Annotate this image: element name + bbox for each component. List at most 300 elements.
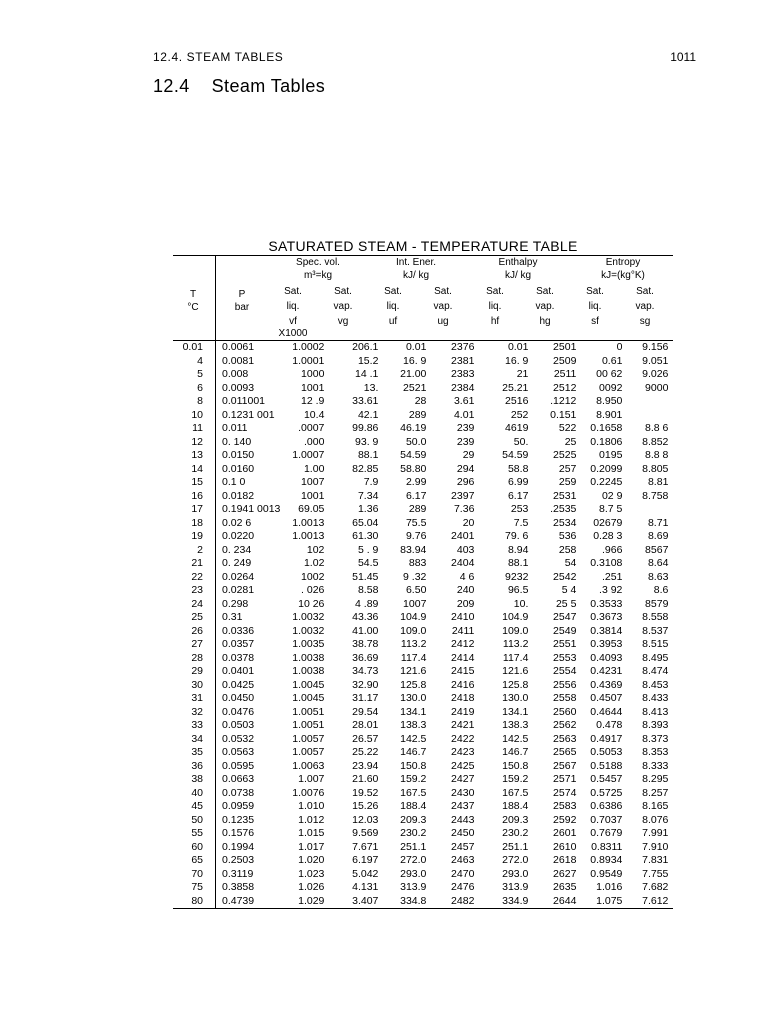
cell-hg: 2547 (553, 611, 577, 623)
cell-hf: 253 (510, 503, 529, 515)
cell-ug: 239 (456, 422, 475, 434)
cell-hf: 125.8 (502, 678, 529, 691)
cell-vf: 1007 (301, 476, 325, 488)
cell-vf: 1.02 (303, 557, 325, 569)
cell-ug: 2416 (451, 678, 475, 691)
cell-uf: 50.0 (405, 435, 427, 448)
cell-sf: 8.901 (596, 408, 623, 421)
cell-sf: .251 (601, 570, 623, 583)
header-hg: hg (539, 316, 551, 327)
table-row (173, 787, 668, 801)
cell-temperature: 65 (191, 854, 203, 866)
table-row (173, 854, 668, 868)
cell-vf: 1.026 (298, 881, 325, 893)
cell-vf: .0007 (298, 422, 325, 434)
cell-uf: 150.8 (400, 759, 427, 772)
column-divider (203, 503, 216, 517)
cell-vg: 61.30 (352, 530, 379, 542)
cell-pressure: 0.4739 (222, 894, 255, 907)
cell-vf: 1.012 (298, 813, 325, 826)
cell-hg: 2531 (553, 489, 577, 502)
table-row (173, 368, 668, 382)
cell-hf: 6.17 (507, 489, 529, 502)
cell-hg: 258 (558, 543, 577, 556)
cell-temperature: 17 (191, 503, 203, 515)
cell-pressure: 0.1231 001 (222, 408, 275, 421)
cell-temperature: 24 (191, 597, 203, 610)
column-divider (203, 854, 216, 868)
cell-vg: 88.1 (357, 449, 379, 461)
cell-pressure: 0.008 (222, 368, 249, 380)
cell-vg: 19.52 (352, 786, 379, 799)
cell-ug: 240 (456, 584, 475, 596)
table-row (173, 679, 668, 693)
cell-hg: 0.151 (550, 408, 577, 421)
cell-vg: 43.36 (352, 611, 379, 623)
cell-vg: 13. (363, 381, 379, 394)
cell-uf: 0.01 (405, 341, 427, 353)
cell-hg: 5 4 (561, 584, 577, 596)
cell-sf: 1.075 (596, 894, 623, 907)
cell-sg: 8.63 (647, 570, 669, 583)
header-vg-sat: Sat. (334, 286, 352, 297)
cell-hg: 2583 (553, 800, 577, 812)
cell-pressure: 0.0595 (222, 759, 255, 772)
column-divider (203, 679, 216, 693)
section-title (153, 76, 325, 97)
cell-hg: 2556 (553, 678, 577, 691)
cell-ug: 2414 (451, 651, 475, 664)
cell-uf: 109.0 (400, 624, 427, 637)
cell-hg: 2554 (553, 665, 577, 677)
header-p-unit: bar (234, 302, 250, 313)
cell-temperature: 8 (197, 395, 203, 407)
table-row (173, 463, 668, 477)
cell-ug: 4 6 (459, 570, 475, 583)
cell-vg: 82.85 (352, 462, 379, 475)
cell-vf: 1001 (301, 489, 325, 502)
header-sg-sat: Sat. (636, 286, 654, 297)
cell-hf: 167.5 (502, 786, 529, 799)
cell-vf: 1.015 (298, 827, 325, 839)
cell-ug: 29 (462, 449, 475, 461)
cell-sg: 8.353 (642, 746, 669, 758)
cell-sf: 0.2099 (590, 462, 623, 475)
cell-ug: 2381 (451, 354, 475, 367)
cell-pressure: 0.0401 (222, 665, 255, 677)
cell-temperature: 5 (197, 368, 203, 380)
cell-ug: 2450 (451, 827, 475, 839)
cell-ug: 239 (456, 435, 475, 448)
column-divider (203, 800, 216, 814)
cell-sf: 0.9549 (590, 867, 623, 880)
cell-ug: 2470 (451, 867, 475, 880)
header-spec-vol-unit: m³=kg (303, 270, 333, 281)
cell-uf: 130.0 (400, 692, 427, 704)
table-row (173, 544, 668, 558)
cell-sg: 8.413 (642, 705, 669, 718)
cell-temperature: 0.01 (182, 341, 203, 353)
cell-sf: 0.4644 (590, 705, 623, 718)
header-spec-vol: Spec. vol. (296, 257, 340, 268)
cell-sg: 8.805 (642, 462, 669, 475)
cell-vf: 1.0038 (292, 665, 325, 677)
header-hg-sat: Sat. (536, 286, 554, 297)
section-number: 12.4 (153, 76, 190, 96)
cell-hg: 2553 (553, 651, 577, 664)
cell-temperature: 38 (191, 773, 203, 785)
cell-pressure: 0.0476 (222, 705, 255, 718)
column-divider (203, 611, 216, 625)
cell-temperature: 34 (191, 732, 203, 745)
header-entropy-unit: kJ=(kg°K) (601, 270, 645, 281)
cell-pressure: 0.298 (222, 597, 249, 610)
cell-temperature: 50 (191, 813, 203, 826)
cell-hg: 2501 (553, 341, 577, 353)
header-hf: hf (490, 316, 500, 327)
cell-hf: 16. 9 (505, 354, 529, 367)
cell-ug: 2457 (451, 840, 475, 853)
section-title-text: Steam Tables (211, 76, 326, 96)
cell-uf: 1007 (403, 597, 427, 610)
table-header (173, 256, 673, 340)
cell-vg: 1.36 (357, 503, 379, 515)
cell-vg: 3.407 (352, 894, 379, 907)
cell-uf: 334.8 (400, 894, 427, 907)
column-divider (203, 449, 216, 463)
cell-pressure: 0.0336 (222, 624, 255, 637)
header-sg-vap: vap. (635, 301, 655, 312)
cell-hg: .1212 (550, 395, 577, 407)
cell-vg: 41.00 (352, 624, 379, 637)
cell-uf: 28 (414, 395, 427, 407)
table-title: SATURATED STEAM - TEMPERATURE TABLE (268, 238, 578, 254)
table-row (173, 395, 668, 409)
cell-sf: 0195 (599, 449, 623, 461)
steam-table (173, 237, 673, 909)
cell-vf: 1.010 (298, 800, 325, 812)
cell-vf: 10.4 (303, 408, 325, 421)
cell-sf: 0.4369 (590, 678, 623, 691)
cell-ug: 2427 (451, 773, 475, 785)
table-row (173, 517, 668, 531)
cell-sf: 0.2245 (590, 476, 623, 488)
cell-sg: 8.495 (642, 651, 669, 664)
cell-vf: 1.023 (298, 867, 325, 880)
cell-ug: 2476 (451, 881, 475, 893)
cell-vg: 206.1 (352, 341, 379, 353)
cell-sf: 0.1806 (590, 435, 623, 448)
cell-uf: 2.99 (405, 476, 427, 488)
cell-uf: 293.0 (400, 867, 427, 880)
cell-hg: 2551 (553, 638, 577, 650)
cell-uf: 138.3 (400, 719, 427, 731)
cell-uf: 9.76 (405, 530, 427, 542)
cell-hf: 50. (513, 435, 529, 448)
cell-ug: 2384 (451, 381, 475, 394)
cell-hf: 109.0 (502, 624, 529, 637)
column-divider (203, 814, 216, 828)
cell-vg: 65.04 (352, 516, 379, 529)
cell-uf: 230.2 (400, 827, 427, 839)
cell-pressure: 0.0503 (222, 719, 255, 731)
cell-hg: 2560 (553, 705, 577, 718)
cell-uf: 188.4 (400, 800, 427, 812)
cell-ug: 2411 (451, 624, 475, 637)
cell-uf: 167.5 (400, 786, 427, 799)
cell-pressure: 0.02 6 (222, 516, 252, 529)
cell-hg: 2542 (553, 570, 577, 583)
cell-pressure: 0.0959 (222, 800, 255, 812)
cell-hg: 522 (558, 422, 577, 434)
header-sf-liq: liq. (588, 301, 602, 312)
cell-uf: 313.9 (400, 881, 427, 893)
column-divider (203, 760, 216, 774)
header-hg-vap: vap. (535, 301, 555, 312)
cell-vf: 1.0038 (292, 651, 325, 664)
cell-sg: 8.81 (647, 476, 669, 488)
cell-pressure: 0.3858 (222, 881, 255, 893)
cell-vf: 1.0057 (292, 732, 325, 745)
cell-vf: 1.0045 (292, 692, 325, 704)
column-divider (203, 692, 216, 706)
cell-hg: 2592 (553, 813, 577, 826)
table-row (173, 895, 668, 909)
cell-sf: 0.3108 (590, 557, 623, 569)
cell-sf: 0.5457 (590, 773, 623, 785)
cell-vf: 1.00 (303, 462, 325, 475)
cell-sf: .3 92 (599, 584, 623, 596)
cell-vg: 54.5 (357, 557, 379, 569)
cell-temperature: 11 (192, 422, 203, 434)
cell-uf: 289 (408, 408, 427, 421)
cell-pressure: 0.0563 (222, 746, 255, 758)
cell-hf: 8.94 (507, 543, 529, 556)
cell-pressure: 0.011 (222, 422, 248, 434)
cell-sf: 1.016 (596, 881, 623, 893)
cell-vf: 1002 (301, 570, 325, 583)
cell-hf: 117.4 (502, 651, 529, 664)
cell-hf: 25.21 (502, 381, 529, 394)
cell-uf: 113.2 (400, 638, 427, 650)
cell-sg: 8.537 (642, 624, 669, 637)
cell-sg: 7.755 (642, 867, 669, 880)
cell-sf: 0092 (599, 381, 623, 394)
cell-ug: 296 (456, 476, 475, 488)
cell-sg (622, 395, 668, 409)
header-t: T (189, 289, 197, 300)
column-divider (203, 422, 216, 436)
cell-vg: 8.58 (357, 584, 379, 596)
header-entropy: Entropy (605, 257, 641, 268)
cell-ug: 4.01 (453, 408, 475, 421)
cell-hg: 2512 (553, 381, 577, 394)
column-divider (203, 341, 216, 355)
cell-sf: 8.950 (596, 395, 623, 407)
cell-pressure: 0.1941 0013 (222, 503, 281, 515)
cell-vf: 1.0057 (292, 746, 325, 758)
cell-pressure: 0.0450 (222, 692, 255, 704)
column-divider (203, 517, 216, 531)
cell-hg: 536 (558, 530, 577, 542)
cell-sg: 8579 (645, 597, 669, 610)
cell-ug: 2401 (451, 530, 475, 542)
table-row (173, 706, 668, 720)
cell-sf: 00 62 (596, 368, 623, 380)
cell-uf: 209.3 (400, 813, 427, 826)
cell-vg: 14 .1 (355, 368, 379, 380)
cell-hf: 88.1 (507, 557, 529, 569)
cell-uf: 46.19 (400, 422, 427, 434)
cell-pressure: 0.0425 (222, 678, 255, 691)
table-row (173, 665, 668, 679)
cell-sf: 0.4231 (590, 665, 623, 677)
table-row (173, 841, 668, 855)
cell-temperature: 29 (191, 665, 203, 677)
cell-sf: 0.28 3 (593, 530, 623, 542)
cell-vg: 4 .89 (355, 597, 379, 610)
cell-ug: 2376 (451, 341, 475, 353)
cell-vf: 1.0032 (292, 611, 325, 623)
table-bottom-rule (173, 908, 673, 909)
cell-hg: 2618 (553, 854, 577, 866)
cell-vf: 1.0007 (292, 449, 325, 461)
cell-temperature: 16 (191, 489, 203, 502)
cell-uf: 117.4 (400, 651, 427, 664)
cell-hg: 25 5 (555, 597, 577, 610)
cell-sg: 8.257 (642, 786, 669, 799)
table-row (173, 868, 668, 882)
cell-pressure: 0.011001 (222, 395, 266, 407)
cell-sf: 0.8311 (591, 840, 623, 853)
cell-hf: 54.59 (502, 449, 529, 461)
header-vf: vf (289, 316, 297, 327)
column-divider (203, 827, 216, 841)
cell-vg: 93. 9 (355, 435, 379, 448)
cell-sg: 7.910 (642, 840, 669, 853)
table-row (173, 557, 668, 571)
header-sf-sat: Sat. (586, 286, 604, 297)
cell-hg: 25 (564, 435, 577, 448)
column-divider (203, 733, 216, 747)
cell-hf: 146.7 (502, 746, 529, 758)
table-row (173, 638, 668, 652)
cell-hf: 58.8 (507, 462, 529, 475)
cell-sg: 8.474 (642, 665, 669, 677)
cell-temperature: 12 (191, 435, 203, 448)
header-hf-liq: liq. (488, 301, 502, 312)
cell-sg: 8.165 (642, 800, 669, 812)
table-row (173, 449, 668, 463)
table-row (173, 881, 668, 895)
cell-vg: 42.1 (357, 408, 379, 421)
cell-vf: 102 (306, 543, 325, 556)
column-divider (203, 557, 216, 571)
cell-vg: 7.9 (363, 476, 379, 488)
cell-sf: 0.4507 (590, 692, 623, 704)
cell-pressure: 0.1994 (222, 840, 255, 853)
cell-vf: 12 .9 (301, 395, 325, 407)
header-p: P (238, 289, 246, 300)
cell-temperature: 55 (191, 827, 203, 839)
header-divider (215, 256, 216, 340)
header-vf-sat: Sat. (284, 286, 302, 297)
table-row (173, 584, 668, 598)
cell-temperature: 80 (191, 894, 203, 907)
cell-sg: 7.682 (642, 881, 669, 893)
cell-temperature: 30 (191, 678, 203, 691)
header-enthalpy: Enthalpy (498, 257, 538, 268)
cell-vg: 25.22 (352, 746, 379, 758)
cell-vf: 1.0045 (292, 678, 325, 691)
cell-sg: 8.6 (653, 584, 669, 596)
cell-uf: 251.1 (400, 840, 427, 853)
cell-sg: 8.69 (647, 530, 669, 542)
cell-sf: 0.3953 (590, 638, 623, 650)
cell-hg: 2525 (553, 449, 577, 461)
cell-hf: 272.0 (502, 854, 529, 866)
cell-temperature: 36 (191, 759, 203, 772)
cell-vg: 6.197 (352, 854, 379, 866)
cell-hg: 2534 (553, 516, 577, 529)
column-divider (203, 625, 216, 639)
table-row (173, 746, 668, 760)
cell-uf: 883 (408, 557, 427, 569)
column-divider (203, 787, 216, 801)
cell-vg: 23.94 (352, 759, 379, 772)
header-sg: sg (639, 316, 651, 327)
cell-sf: 02679 (593, 516, 623, 529)
column-divider (203, 841, 216, 855)
cell-temperature: 18 (191, 516, 203, 529)
cell-vf: 1.0051 (292, 705, 325, 718)
cell-hf: 134.1 (502, 705, 529, 718)
cell-temperature: 28 (191, 651, 203, 664)
cell-ug: 2397 (451, 489, 475, 502)
column-divider (203, 368, 216, 382)
cell-temperature: 14 (191, 462, 203, 475)
cell-ug: 2443 (451, 813, 475, 826)
table-row (173, 652, 668, 666)
cell-sg: 8.71 (647, 516, 669, 529)
cell-vg: 28.01 (352, 719, 379, 731)
cell-vg: 9.569 (352, 827, 379, 839)
cell-sg: 9.026 (642, 368, 669, 380)
cell-hg: 2610 (553, 840, 577, 853)
cell-hg: 2563 (553, 732, 577, 745)
cell-temperature: 31 (191, 692, 203, 704)
cell-vg: 31.17 (352, 692, 379, 704)
cell-uf: 16. 9 (403, 354, 427, 367)
column-divider (203, 476, 216, 490)
cell-sf: 0.1658 (590, 422, 623, 434)
column-divider (203, 895, 216, 909)
cell-ug: 2418 (451, 692, 475, 704)
cell-vf: . 026 (301, 584, 325, 596)
cell-sf: 0.4093 (590, 651, 623, 664)
column-divider (203, 665, 216, 679)
cell-vf: .000 (303, 435, 325, 448)
cell-pressure: 0.1235 (222, 813, 255, 826)
column-divider (203, 881, 216, 895)
cell-uf: 121.6 (400, 665, 427, 677)
cell-hg: 54 (564, 557, 577, 569)
cell-pressure: 0.31 (222, 611, 243, 623)
cell-uf: 142.5 (400, 732, 427, 745)
cell-sg: 8.8 8 (645, 449, 669, 461)
table-row (173, 773, 668, 787)
cell-vg: 38.78 (352, 638, 379, 650)
